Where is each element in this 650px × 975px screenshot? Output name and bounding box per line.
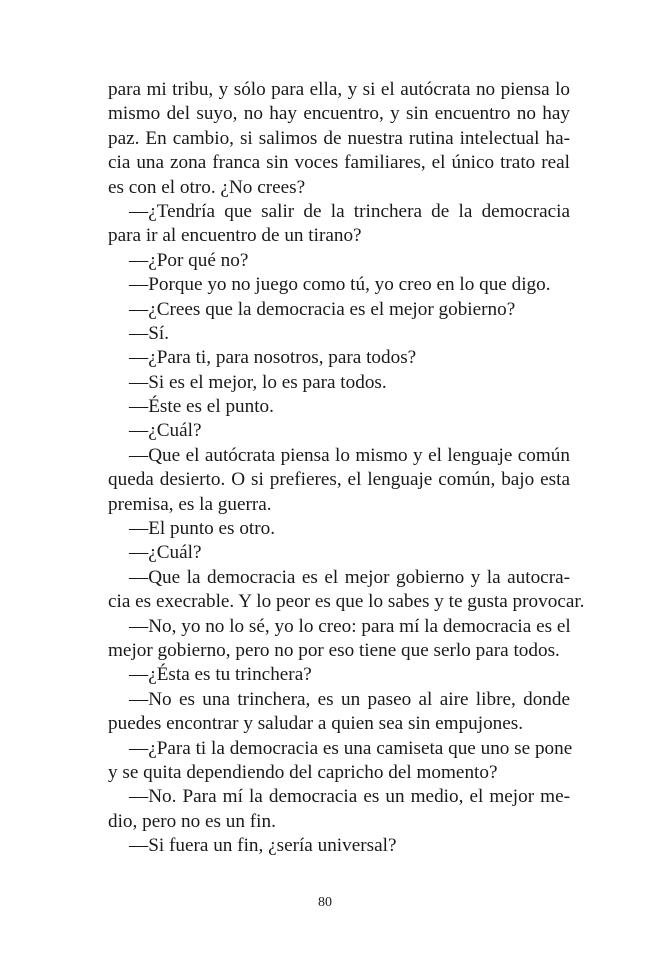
text-line: —¿Crees que la democracia es el mejor gobierno? (129, 298, 516, 320)
body-text (108, 78, 585, 859)
text-line: —¿Para ti, para nosotros, para todos? (129, 347, 417, 369)
text-line: dio, pero no es un fin. (108, 810, 276, 832)
text-line: puedes encontrar y saludar a quien sea sin empujones. (108, 713, 524, 735)
text-line: —Si es el mejor, lo es para todos. (129, 371, 387, 393)
text-line: mejor gobierno, pero no por eso tiene que serlo para todos. (108, 639, 560, 661)
text-line: —Porque yo no juego como tú, yo creo en lo que digo. (129, 274, 551, 296)
text-line: —¿Cuál? (129, 420, 202, 442)
text-line: —Éste es el punto. (129, 396, 274, 418)
text-line: —¿Para ti la democracia es una camiseta que uno se pone (129, 737, 573, 759)
text-line: cia es execrable. Y lo peor es que lo sabes y te gusta provocar. (108, 591, 585, 613)
text-line: —No, yo no lo sé, yo lo creo: para mí la democracia es el (129, 615, 571, 637)
text-line: cia una zona franca sin voces familiares, el único trato real (108, 152, 570, 174)
text-line: —¿Tendría que salir de la trinchera de la democracia (129, 200, 570, 222)
text-line: —Que el autócrata piensa lo mismo y el lenguaje común (129, 444, 570, 466)
text-line: y se quita dependiendo del capricho del momento? (108, 761, 498, 783)
text-line: mismo del suyo, no hay encuentro, y sin encuentro no hay (108, 103, 570, 125)
text-line: —No es una trinchera, es un paseo al aire libre, donde (129, 688, 570, 710)
text-line: paz. En cambio, si salimos de nuestra rutina intelectual ha- (108, 127, 570, 149)
text-line: —El punto es otro. (129, 518, 276, 540)
text-line: para mi tribu, y sólo para ella, y si el autócrata no piensa lo (108, 79, 570, 100)
text-line: —¿Ésta es tu trinchera? (129, 664, 312, 686)
text-line: —No. Para mí la democracia es un medio, el mejor me- (129, 786, 570, 808)
text-line: —Sí. (129, 322, 169, 344)
text-line: premisa, es la guerra. (108, 493, 272, 515)
text-line: —¿Por qué no? (129, 249, 249, 271)
text-line: para ir al encuentro de un tirano? (108, 225, 362, 247)
text-line: —Si fuera un fin, ¿sería universal? (129, 835, 397, 857)
page-number: 80 (318, 895, 332, 910)
text-line: —Que la democracia es el mejor gobierno y la autocra- (129, 566, 570, 588)
text-line: queda desierto. O si prefieres, el lenguaje común, bajo esta (108, 469, 570, 491)
text-line: es con el otro. ¿No crees? (108, 176, 306, 198)
text-line: —¿Cuál? (129, 542, 202, 564)
